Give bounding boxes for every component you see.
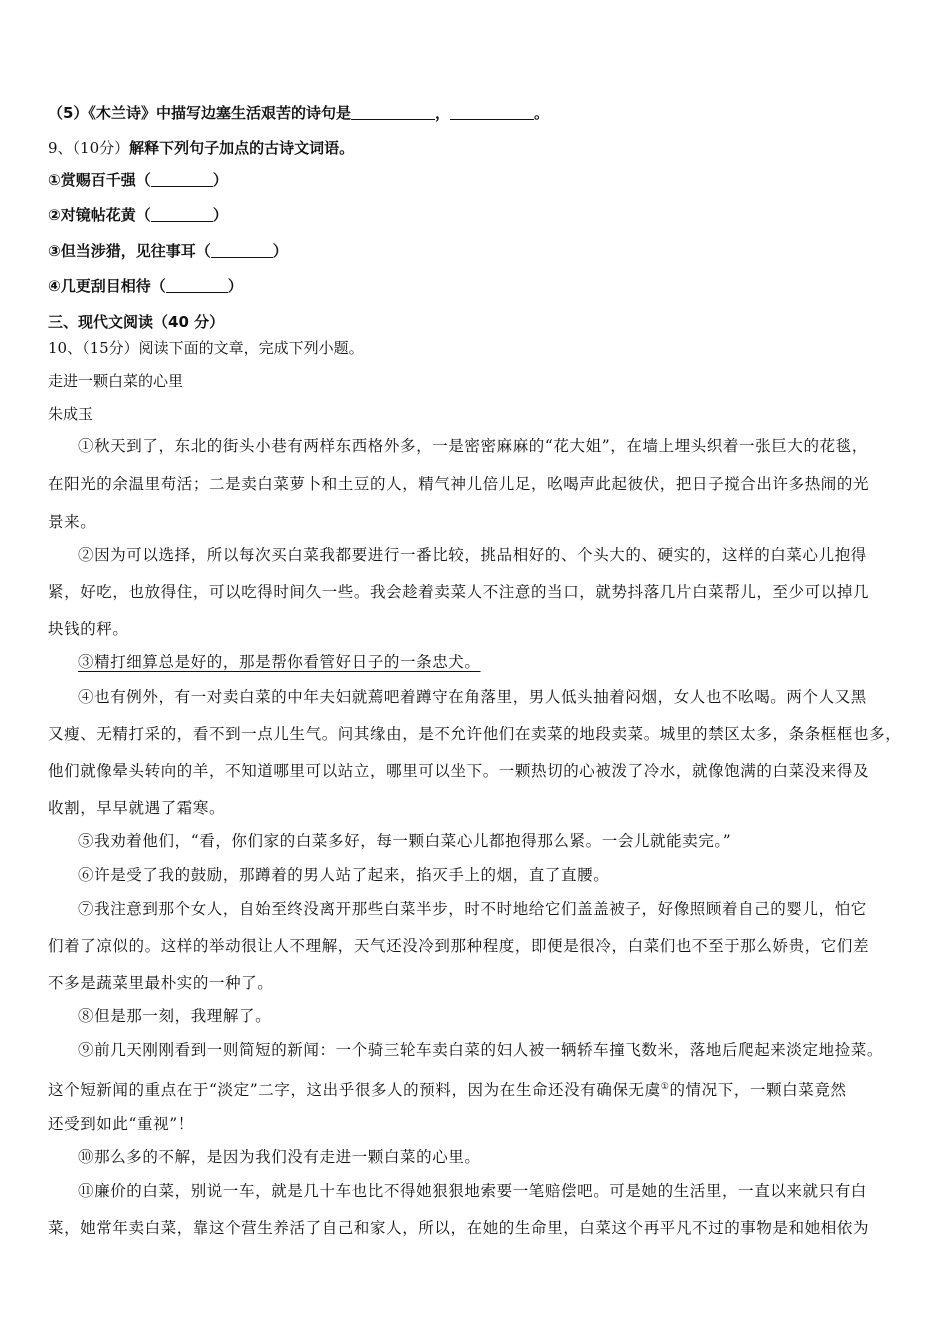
q8-item5-end: 。 (533, 104, 549, 122)
q9-item-3-close: ） (272, 242, 288, 260)
p11-line-2: 菜，她常年卖白菜，靠这个营生养活了自己和家人，所以，在她的生命里，白菜这个再平凡不过的事物是和她相依为 (48, 1219, 870, 1237)
p9-line-3: 还受到如此“重视”！ (48, 1115, 194, 1133)
p4-line-2: 又瘦、无精打采的，看不到一点儿生气。问其缘由，是不允许他们在卖菜的地段卖菜。城里的禁区太多，条条框框也多， (48, 725, 902, 743)
p1-line-2: 在阳光的余温里苟活；二是卖白菜萝卜和土豆的人，精气神儿倍儿足，吆喝声此起彼伏，把日子搅合出许多热闹的光 (48, 475, 870, 493)
q9-item-2-close: ） (212, 206, 228, 224)
q9-item-4-text: ④几更刮目相待（ (48, 277, 166, 295)
p11-line-1: ⑪廉价的白菜，别说一车，就是几十车也比不得她狠狠地索要一笔赔偿吧。可是她的生活里，一直以来就只有白 (78, 1182, 867, 1200)
q9-item-3-text: ③但当涉猎，见往事耳（ (48, 242, 211, 260)
p1-line-1: ①秋天到了，东北的街头小巷有两样东西格外多，一是密密麻麻的“花大姐”，在墙上埋头织着一张巨大的花毯， (78, 437, 868, 455)
p9-line-2-b: 的情况下，一颗白菜竟然 (669, 1081, 847, 1100)
p4-line-3: 他们就像晕头转向的羊，不知道哪里可以站立，哪里可以坐下。一颗热切的心被泼了冷水，就像饱满的白菜没来得及 (48, 762, 870, 780)
p2-line-2: 紧，好吃，也放得住，可以吃得时间久一些。我会趁着卖菜人不注意的当口，就势抖落几片白菜帮儿，至少可以掉几 (48, 583, 870, 601)
p2-line-1: ②因为可以选择，所以每次买白菜我都要进行一番比较，挑品相好的、个头大的、硬实的，这样的白菜心儿抱得 (78, 546, 867, 564)
p5: ⑤我劝着他们，“看，你们家的白菜多好，每一颗白菜心儿都抱得那么紧。一会儿就能卖完。” (78, 832, 732, 850)
footnote-mark: ① (660, 1082, 670, 1092)
answer-blank-1[interactable] (351, 105, 435, 120)
q9-item-3 (48, 241, 288, 261)
p9-line-2 (48, 1068, 847, 1109)
answer-blank-q9-2[interactable] (151, 207, 213, 222)
p1-line-3: 景来。 (48, 513, 97, 531)
q9-item-2-text: ②对镜帖花黄（ (48, 206, 151, 224)
q8-item5-prefix: （5）《木兰诗》中描写边塞生活艰苦的诗句是 (48, 104, 351, 122)
p7-line-1: ⑦我注意到那个女人，自始至终没离开那些白菜半步，时不时地给它们盖盖被子，好像照顾着自己的婴儿，怕它 (78, 900, 867, 918)
p8: ⑧但是那一刻，我理解了。 (78, 1007, 272, 1025)
article-title: 走进一颗白菜的心里 (48, 372, 184, 390)
q9-item-4 (48, 276, 243, 296)
p6: ⑥许是受了我的鼓励，那蹲着的男人站了起来，掐灭手上的烟，直了直腰。 (78, 866, 610, 884)
p9-line-2-a: 这个短新闻的重点在于“淡定”二字，这出乎很多人的预料，因为在生命还没有确保无虞 (48, 1081, 661, 1100)
p2-line-3: 块钱的秤。 (48, 620, 129, 638)
answer-blank-2[interactable] (450, 105, 534, 120)
q10-header: 10、（15分）阅读下面的文章，完成下列小题。 (48, 339, 364, 357)
p10: ⑩那么多的不解，是因为我们没有走进一颗白菜的心里。 (78, 1148, 481, 1166)
q9-item-4-close: ） (227, 277, 243, 295)
q9-header (48, 138, 354, 158)
answer-blank-q9-3[interactable] (211, 243, 273, 258)
q9-number: 9、（10分） (48, 139, 130, 157)
p4-line-4: 收割，早早就遇了霜寒。 (48, 799, 226, 817)
q9-item-1-text: ①赏赐百千强（ (48, 171, 151, 189)
q9-item-2 (48, 205, 228, 225)
q8-item5 (48, 103, 549, 123)
answer-blank-q9-1[interactable] (151, 172, 213, 187)
q8-item5-mid: ， (434, 104, 450, 122)
section3-heading: 三、现代文阅读（40 分） (48, 313, 225, 331)
p3-underlined-sentence: ③精打细算总是好的，那是帮你看管好日子的一条忠犬。 (78, 653, 481, 671)
q9-item-1-close: ） (212, 171, 228, 189)
p7-line-2: 们着了凉似的。这样的举动很让人不理解，天气还没冷到那种程度，即便是很冷，白菜们也不至于那么娇贵，它们差 (48, 937, 870, 955)
answer-blank-q9-4[interactable] (166, 278, 228, 293)
q9-instruction: 解释下列句子加点的古诗文词语。 (129, 139, 355, 157)
article-author: 朱成玉 (48, 405, 94, 423)
p9-line-1: ⑨前几天刚刚看到一则简短的新闻：一个骑三轮车卖白菜的妇人被一辆轿车撞飞数米，落地后爬起来淡定地捡菜。 (78, 1041, 884, 1059)
p4-line-1: ④也有例外，有一对卖白菜的中年夫妇就蔫吧着蹲守在角落里，男人低头抽着闷烟，女人也不吆喝。两个人又黑 (78, 688, 867, 706)
p7-line-3: 不多是蔬菜里最朴实的一种了。 (48, 974, 274, 992)
q9-item-1 (48, 170, 228, 190)
